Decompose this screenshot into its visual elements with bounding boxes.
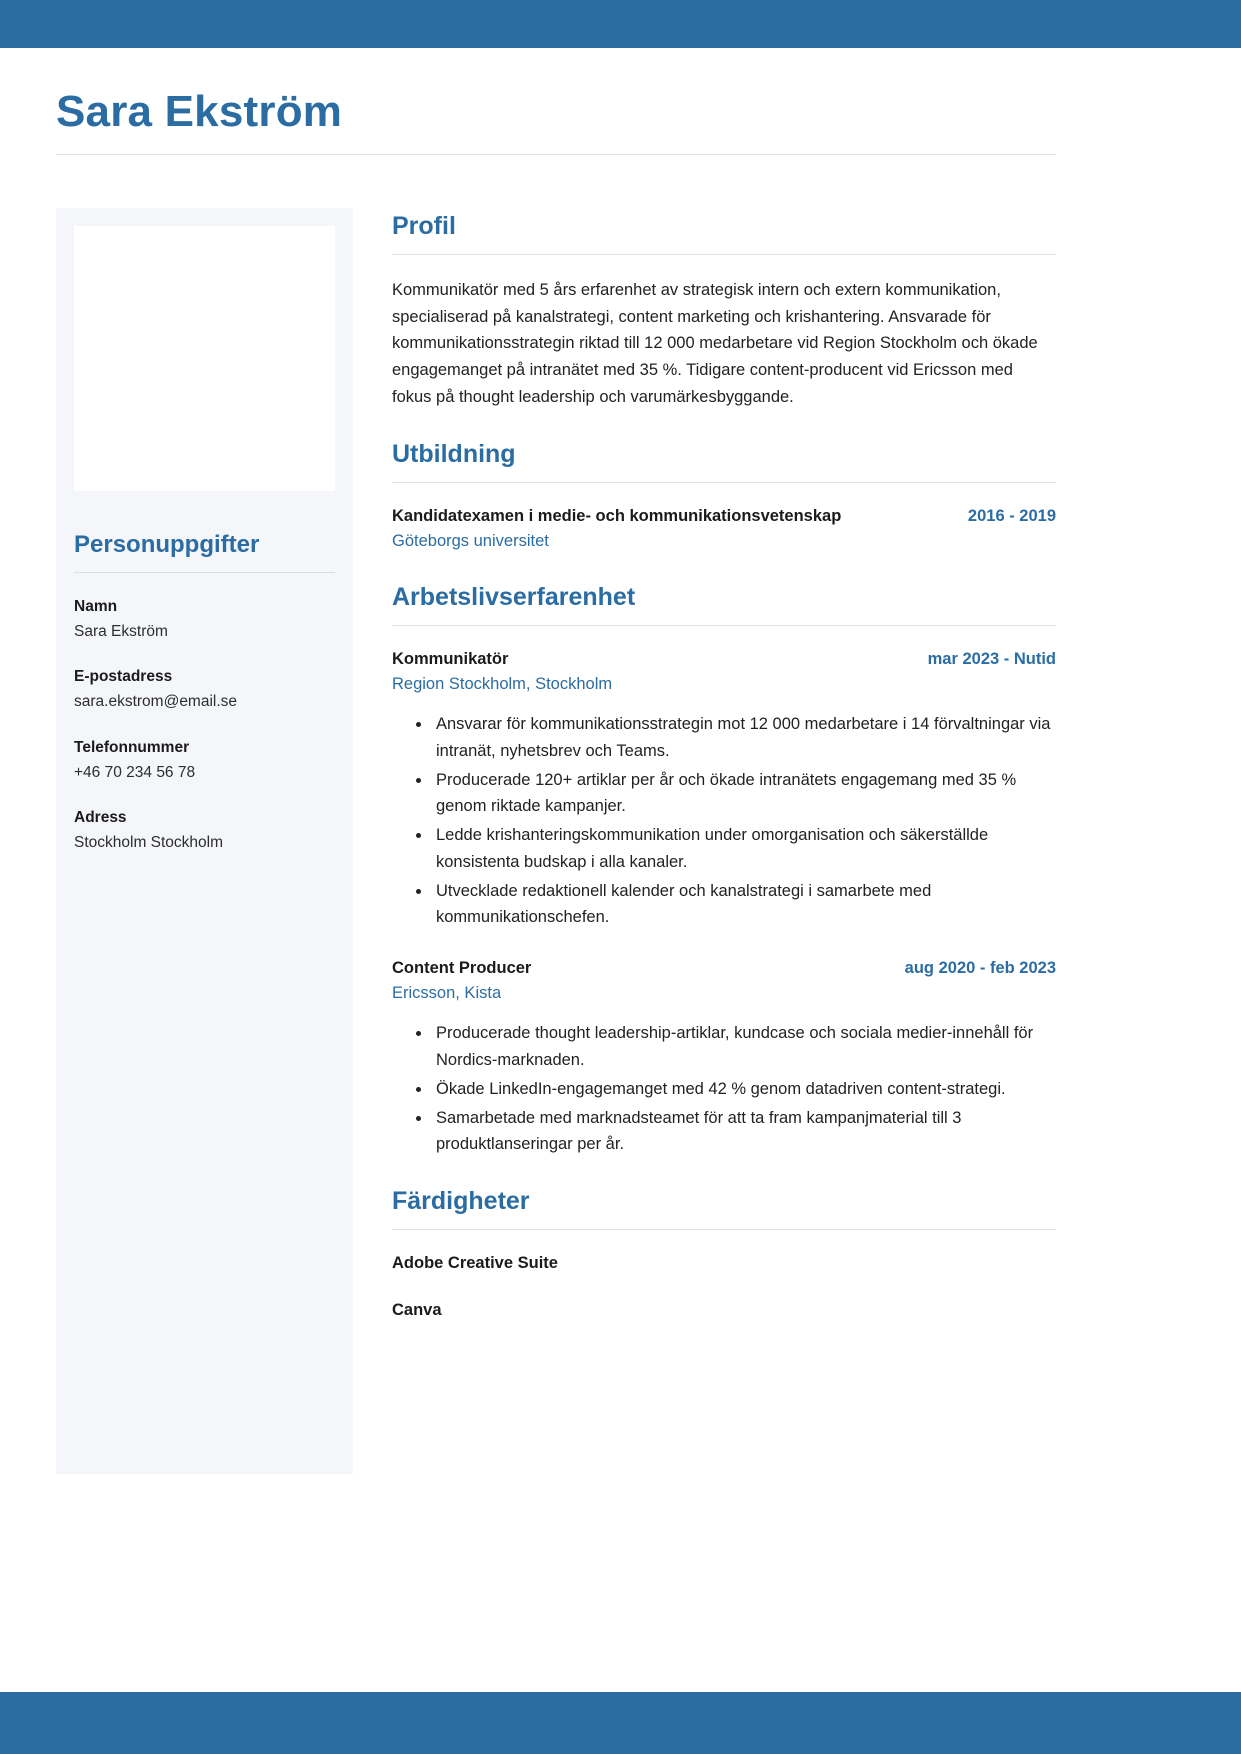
section-body-experience (392, 648, 1056, 1158)
sidebar (56, 208, 353, 1474)
skill-item: Adobe Creative Suite (392, 1253, 558, 1272)
cv-entry-organisation: Göteborgs universitet (392, 532, 549, 551)
section-divider (392, 1229, 1056, 1230)
section-title-education: Utbildning (392, 439, 516, 468)
section-title-profile: Profil (392, 212, 456, 240)
personal-detail-label: E-postadress (74, 668, 173, 686)
cv-entry-header (392, 505, 1056, 528)
cv-entry-organisation: Ericsson, Kista (392, 984, 502, 1003)
cv-entry-header (392, 648, 1056, 671)
section-profile (392, 211, 1056, 411)
cv-entry (392, 648, 1056, 931)
main-content (392, 208, 1056, 1322)
personal-detail-value: +46 70 234 56 78 (74, 763, 196, 781)
personal-detail-label: Telefonnummer (74, 738, 190, 756)
cv-entry-organisation: Region Stockholm, Stockholm (392, 675, 613, 694)
cv-entry-header (392, 957, 1056, 980)
cv-entry-title: Content Producer (392, 959, 532, 978)
list-item: • Producerade 120+ artiklar per år och ökade intranätets engagemang med 35 % genom riktade kampanjer. (432, 767, 1056, 820)
cv-entry-title: Kommunikatör (392, 649, 509, 668)
cv-entry-date: 2016 - 2019 (967, 506, 1056, 525)
personal-details-list (74, 597, 335, 855)
section-experience (392, 582, 1056, 1158)
cv-header (56, 86, 1056, 155)
section-body-profile (392, 277, 1056, 411)
cv-entry-title: Kandidatexamen i medie- och kommunikationsvetenskap (392, 506, 842, 525)
list-item: • Ledde krishanteringskommunikation under omorganisation och säkerställde konsistenta budskap i alla kanaler. (432, 822, 1056, 875)
list-item: • Ökade LinkedIn-engagemanget med 42 % genom datadriven content-strategi. (432, 1076, 1056, 1103)
section-skills (392, 1186, 1056, 1322)
section-education (392, 439, 1056, 554)
section-title-skills: Färdigheter (392, 1186, 530, 1215)
cv-entry-date: mar 2023 - Nutid (927, 649, 1056, 668)
avatar (74, 226, 335, 491)
skill-item: Canva (392, 1301, 442, 1320)
cv-entry (392, 957, 1056, 1158)
personal-detail-value: Stockholm Stockholm (74, 833, 224, 851)
cv-entry-bullet-list (392, 711, 1056, 931)
section-body-skills (392, 1252, 1056, 1322)
list-item: • Ansvarar för kommunikationsstrategin mot 12 000 medarbetare i 14 förvaltningar via intranät, nyhetsbrev och Teams. (432, 711, 1056, 764)
personal-detail-item (74, 738, 335, 784)
personal-detail-label: Adress (74, 808, 127, 826)
personal-detail-value: sara.ekstrom@email.se (74, 693, 238, 711)
sidebar-heading-personal-details: Personuppgifter (74, 531, 260, 558)
personal-detail-item (74, 667, 335, 713)
header-divider (56, 154, 1056, 155)
cv-entry (392, 505, 1056, 554)
personal-detail-item (74, 808, 335, 854)
cv-entry-bullet-list (392, 1020, 1056, 1158)
personal-detail-value: Sara Ekström (74, 622, 168, 640)
section-divider (392, 482, 1056, 483)
cv-entry-date: aug 2020 - feb 2023 (904, 959, 1056, 978)
section-divider (392, 625, 1056, 626)
cv-body (56, 208, 1056, 1474)
section-title-experience: Arbetslivserfarenhet (392, 582, 636, 611)
section-body-education (392, 505, 1056, 554)
list-item: • Utvecklade redaktionell kalender och kanalstrategi i samarbete med kommunikationschefen. (432, 878, 1056, 931)
list-item: • Producerade thought leadership-artiklar, kundcase och sociala medier-innehåll för Nordics-marknaden. (432, 1020, 1056, 1073)
list-item: • Samarbetade med marknadsteamet för att ta fram kampanjmaterial till 3 produktlanseringar per år. (432, 1105, 1056, 1158)
page-title: Sara Ekström (56, 87, 343, 136)
personal-detail-label: Namn (74, 597, 118, 615)
bottom-accent-bar (0, 1692, 1241, 1754)
sidebar-heading-divider (74, 572, 335, 573)
section-divider (392, 254, 1056, 255)
personal-detail-item (74, 597, 335, 643)
top-accent-bar (0, 0, 1241, 48)
profile-summary-text: Kommunikatör med 5 års erfarenhet av strategisk intern och extern kommunikation, specialiserad på kanalstrategi, content marketing och krishantering. Ansvarade för kommunikationsstrategin riktad till 12 000 medarbetare vid Region Stockholm och ökade engagemanget på intranätet med 35 %. Tidigare content-producent vid Ericsson med fokus på thought leadership och varumärkesbyggande. (392, 281, 1038, 406)
